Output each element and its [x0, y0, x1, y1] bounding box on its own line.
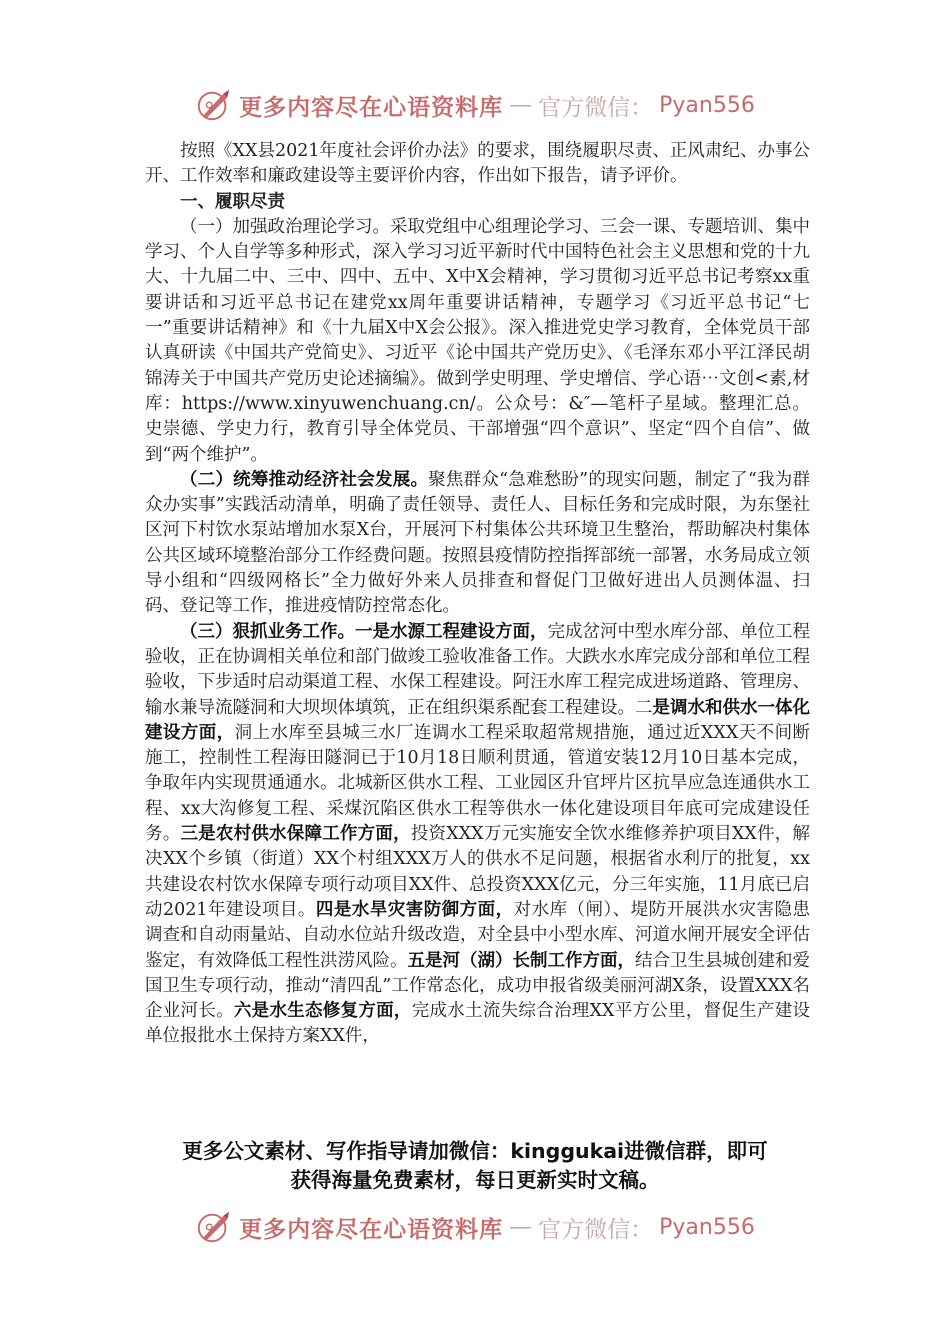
pen-logo-icon: [195, 86, 233, 124]
header-watermark-banner: [0, 86, 950, 126]
pen-logo-icon: [195, 1208, 233, 1246]
document-body: [145, 139, 810, 1050]
footer-watermark-banner: [0, 1208, 950, 1248]
banner-dash: —: [509, 1214, 533, 1240]
banner-dash: —: [509, 92, 533, 118]
paragraph-economic-development: （二）统筹推动经济社会发展。聚焦群众“急难愁盼”的现实问题，制定了“我为群众办实事”实践活动清单，明确了责任领导、责任人、目标任务和完成时限，为东堡社区河下村饮水泵站增加水泵X台，开展河下村集体公共环境卫生整治，帮助解决村集体公共区域环境整治部分工作经费问题。按照县疫情防控指挥部统一部署，水务局成立领导小组和“四级网格长”全力做好外来人员排查和督促门卫做好进出人员测体温、扫码、登记等工作，推进疫情防控常态化。: [145, 469, 810, 617]
banner-wechat-id: Pyan556: [659, 92, 755, 118]
promo-notice: [0, 1137, 950, 1195]
intro-paragraph: 按照《XX县2021年度社会评价办法》的要求，围绕履职尽责、正风肃纪、办事公开、工作效率和廉政建设等主要评价内容，作出如下报告，请予评价。: [145, 141, 810, 187]
promo-line-2: 获得海量免费素材，每日更新实时文稿。: [290, 1168, 660, 1192]
banner-wechat-id: Pyan556: [659, 1214, 755, 1240]
banner-wechat-label: 官方微信：: [538, 94, 654, 121]
paragraph-lead: （二）统筹推动经济社会发展。: [180, 469, 429, 490]
section-heading: 一、履职尽责: [180, 191, 285, 212]
banner-wechat-label: 官方微信：: [538, 1216, 654, 1243]
paragraph-business-work: （三）狠抓业务工作。一是水源工程建设方面，完成岔河中型水库分部、单位工程验收，正在协调相关单位和部门做竣工验收准备工作。大跌水水库完成分部和单位工程验收，下步适时启动渠道工程、水保工程建设。阿汪水库工程完成进场道路、管理房、输水兼导流隧洞和大坝坝体填筑，正在组织渠系配套工程建设。二是调水和供水一体化建设方面，洞上水库至县城三水厂连调水工程采取超常规措施，通过近XXX天不间断施工，控制性工程海田隧洞已于10月18日顺利贯通，管道安装12月10日基本完成，争取年内实现贯通通水。北城新区供水工程、工业园区升官坪片区抗旱应急连通供水工程、xx大沟修复工程、采煤沉陷区供水工程等供水一体化建设项目年底可完成建设任务。三是农村供水保障工作方面，投资XXX万元实施安全饮水维修养护项目XX件，解决XX个乡镇（街道）XX个村组XXX万人的供水不足问题，根据省水利厅的批复，xx共建设农村饮水保障专项行动项目XX件、总投资XXX亿元，分三年实施，11月底已启动2021年建设项目。四是水旱灾害防御方面，对水库（闸）、堤防开展洪水灾害隐患调查和自动雨量站、自动水位站升级改造，对全县中小型水库、河道水闸开展安全评估鉴定，有效降低工程性洪涝风险。五是河（湖）长制工作方面，结合卫生县城创建和爱国卫生专项行动，推动“清四乱”工作常态化，成功申报省级美丽河湖X条，设置XXX名企业河长。六是水生态修复方面，完成水土流失综合治理XX平方公里，督促生产建设单位报批水土保持方案XX件，: [145, 621, 811, 1047]
paragraph-lead: （三）狠抓业务工作。: [180, 621, 355, 642]
banner-site-name: 更多内容尽在心语资料库: [239, 1215, 504, 1243]
paragraph-political-study: （一）加强政治理论学习。采取党组中心组理论学习、三会一课、专题培训、集中学习、个人自学等多种形式，深入学习习近平新时代中国特色社会主义思想和党的十九大、十九届二中、三中、四中、五中、X中X会精神，学习贯彻习近平总书记考察xx重要讲话和习近平总书记在建党xx周年重要讲话精神，专题学习《习近平总书记“七一”重要讲话精神》和《十九届X中X会公报》。深入推进党史学习教育，全体党员干部认真研读《中国共产党简史》、习近平《论中国共产党历史》、《毛泽东邓小平江泽民胡锦涛关于中国共产党历史论述摘编》。做到学史明理、学史增信、学心语⋯文创<素,材库：https://www.xinyuwenchuang.cn/。公众号：&″—笔杆子星域。整理汇总。史崇德、学史力行，教育引导全体党员、干部增强“四个意识”、坚定“四个自信”、做到“两个维护”。: [145, 216, 810, 465]
banner-site-name: 更多内容尽在心语资料库: [239, 93, 504, 121]
promo-line-1: 更多公文素材、写作指导请加微信：kinggukai进微信群，即可: [182, 1139, 768, 1163]
